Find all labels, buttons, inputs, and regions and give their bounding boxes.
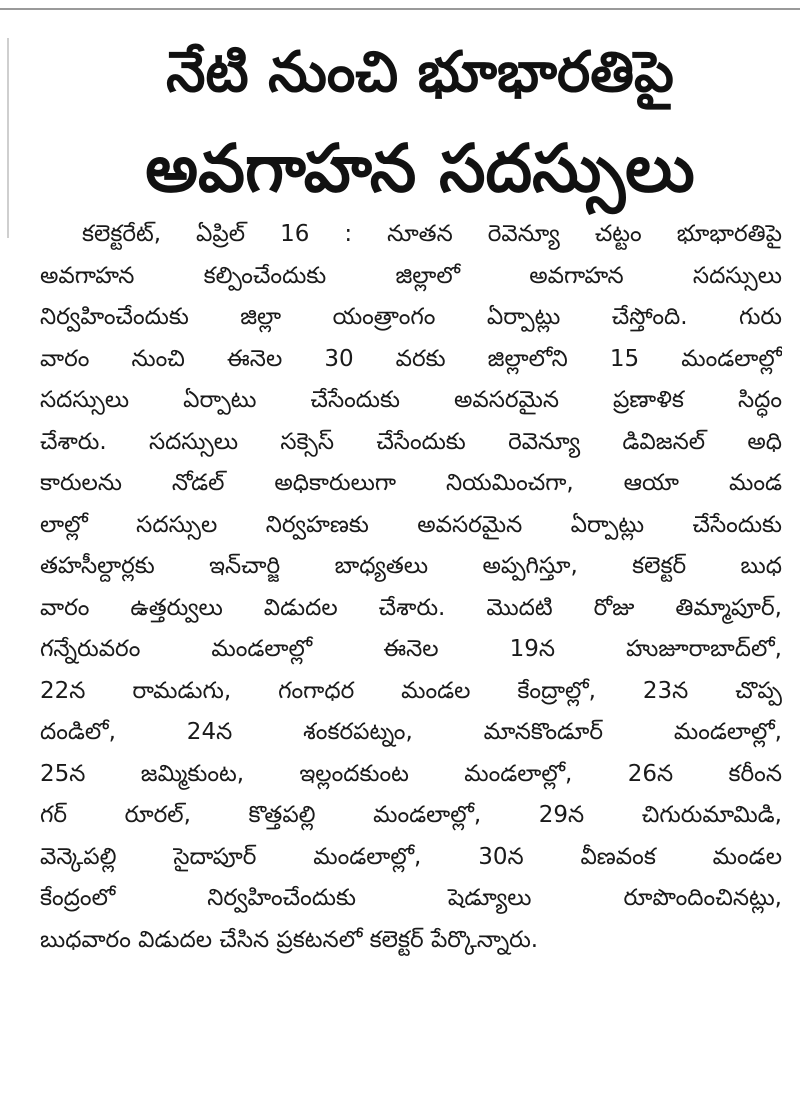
- article-line: తహసీల్దార్లకు ఇన్‌చార్జి బాధ్యతలు అప్పగిస్తూ, కలెక్టర్ బుధ: [40, 553, 782, 579]
- article-line: అవగాహన కల్పించేందుకు జిల్లాలో అవగాహన సదస్సులు: [40, 262, 782, 289]
- headline-line-1: నేటి నుంచి భూభారతిపై: [166, 40, 674, 105]
- article-line: కేంద్రంలో నిర్వహించేందుకు షెడ్యూలు రూపొందించినట్లు,: [40, 885, 782, 911]
- article-body: [40, 214, 782, 961]
- article-line: గన్నేరువరం మండలాల్లో ఈనెల 19న హుజూరాబాద్‌లో,: [40, 636, 782, 662]
- article-line: కలెక్టరేట్, ఏప్రిల్ 16 : నూతన రెవెన్యూ చట్టం భూభారతిపై: [82, 221, 782, 247]
- article-line: వారం నుంచి ఈనెల 30 వరకు జిల్లాలోని 15 మండలాల్లో: [40, 345, 782, 372]
- headline-line-2: అవగాహన సదస్సులు: [145, 130, 695, 207]
- article-line: వెన్కెపల్లి సైదాపూర్ మండలాల్లో, 30న వీణవంక మండల: [40, 843, 782, 870]
- left-column-rule: [7, 38, 9, 238]
- article-line: చేశారు. సదస్సులు సక్సెస్ చేసేందుకు రెవెన్యూ డివిజనల్ అధి: [40, 428, 782, 455]
- article-line: గర్ రూరల్, కొత్తపల్లి మండలాల్లో, 29న చిగురుమామిడి,: [40, 802, 782, 828]
- article-line: సదస్సులు ఏర్పాటు చేసేందుకు అవసరమైన ప్రణాళిక సిద్ధం: [40, 387, 782, 413]
- article-line: నిర్వహించేందుకు జిల్లా యంత్రాంగం ఏర్పాట్లు చేస్తోంది. గురు: [40, 304, 782, 330]
- article-line: కారులను నోడల్ అధికారులుగా నియమించగా, ఆయా మండ: [40, 470, 782, 496]
- article-line: 22న రామడుగు, గంగాధర మండల కేంద్రాల్లో, 23న చొప్ప: [40, 677, 782, 704]
- article-line: దండిలో, 24న శంకరపట్నం, మానకొండూర్ మండలాల్లో,: [40, 719, 782, 745]
- article-line: బుధవారం విడుదల చేసిన ప్రకటనలో కలెక్టర్ పేర్కొన్నారు.: [40, 926, 539, 953]
- top-divider: [0, 8, 800, 10]
- article-line: లాల్లో సదస్సుల నిర్వహణకు అవసరమైన ఏర్పాట్లు చేసేందుకు: [40, 511, 782, 538]
- article-line: 25న జమ్మికుంట, ఇల్లందకుంట మండలాల్లో, 26న కరీంన: [40, 760, 782, 787]
- article-line: వారం ఉత్తర్వులు విడుదల చేశారు. మొదటి రోజు తిమ్మాపూర్,: [40, 594, 782, 621]
